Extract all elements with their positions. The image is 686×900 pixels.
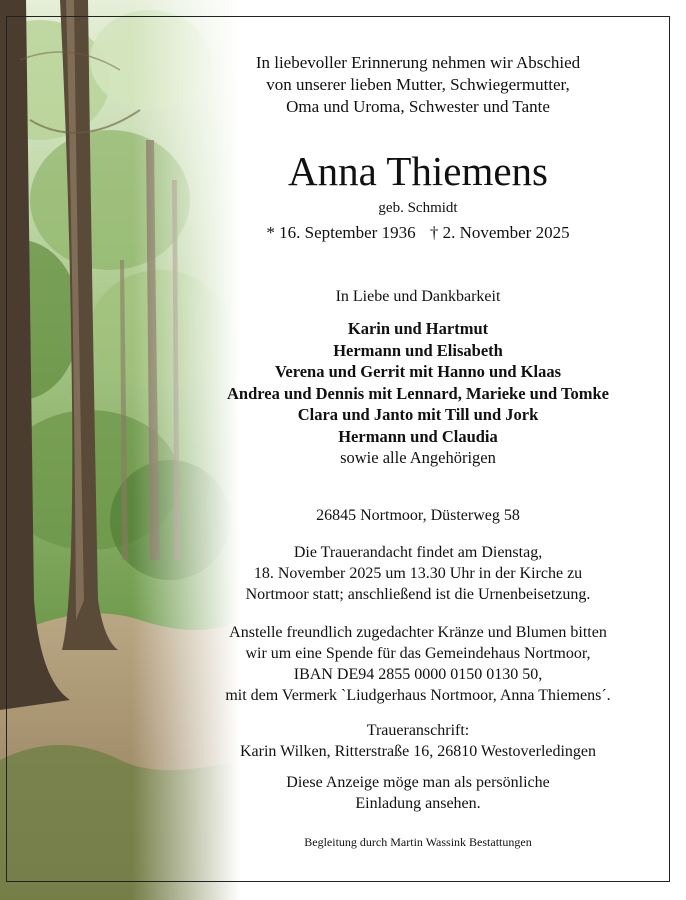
relatives-line: sowie alle Angehörigen xyxy=(340,448,496,467)
intro-text xyxy=(170,52,666,118)
life-dates xyxy=(170,222,666,244)
service-line: 18. November 2025 um 13.30 Uhr in der Kirche zu xyxy=(253,565,583,582)
family-address: 26845 Nortmoor, Düsterweg 58 xyxy=(316,507,520,524)
deceased-name: Anna Thiemens xyxy=(288,148,548,194)
service-line: Die Trauerandacht findet am Dienstag, xyxy=(293,544,543,561)
donation-line: IBAN DE94 2855 0000 0150 0130 50, xyxy=(293,666,543,683)
donation-line: Anstelle freundlich zugedachter Kränze und Blumen bitten xyxy=(229,624,607,641)
mourner-name: Hermann und Elisabeth xyxy=(333,340,503,360)
undertaker-note: Begleitung durch Martin Wassink Bestattungen xyxy=(304,835,532,849)
mourner-name: Verena und Gerrit mit Hanno und Klaas xyxy=(274,362,562,381)
mourners-list xyxy=(170,318,666,469)
mourning-address-value: Karin Wilken, Ritterstraße 16, 26810 Westoverledingen xyxy=(239,743,597,760)
mourner-name: Karin und Hartmut xyxy=(347,319,489,338)
intro-line: In liebevoller Erinnerung nehmen wir Abschied xyxy=(255,53,581,72)
donation-line: wir um eine Spende für das Gemeindehaus Nortmoor, xyxy=(245,645,591,662)
invitation-line: Diese Anzeige möge man als persönliche xyxy=(286,774,550,791)
birth-date: * 16. September 1936 xyxy=(266,223,416,242)
mourners-heading: In Liebe und Dankbarkeit xyxy=(335,288,501,305)
invitation-note xyxy=(170,772,666,814)
invitation-line: Einladung ansehen. xyxy=(355,795,481,812)
donation-line: mit dem Vermerk `Liudgerhaus Nortmoor, Anna Thiemens´. xyxy=(225,687,611,704)
mourner-name: Andrea und Dennis mit Lennard, Marieke und Tomke xyxy=(226,383,610,403)
donation-info xyxy=(170,622,666,706)
birth-name: geb. Schmidt xyxy=(378,200,458,216)
service-info xyxy=(170,542,666,605)
mourner-name: Clara und Janto mit Till und Jork xyxy=(297,405,539,424)
intro-line: von unserer lieben Mutter, Schwiegermutter, xyxy=(266,75,570,94)
obituary-text xyxy=(170,0,666,900)
mourner-name: Hermann und Claudia xyxy=(338,426,498,446)
service-line: Nortmoor statt; anschließend ist die Urnenbeisetzung. xyxy=(245,586,591,603)
mourning-address-label: Traueranschrift: xyxy=(366,722,470,739)
intro-line: Oma und Uroma, Schwester und Tante xyxy=(286,97,550,116)
mourning-address xyxy=(170,720,666,762)
death-date: † 2. November 2025 xyxy=(429,223,570,242)
